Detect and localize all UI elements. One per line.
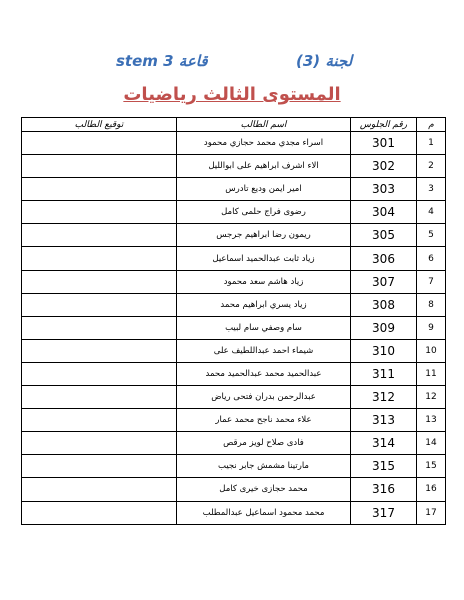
student-name-cell: زياد ثابت عبدالحميد اسماعيل (177, 247, 351, 270)
row-number-cell: 1 (417, 132, 446, 155)
row-number-cell: 16 (417, 478, 446, 501)
student-name-cell: مارتينا مشمش جابر نجيب (177, 455, 351, 478)
table-row (22, 339, 446, 362)
row-number-cell: 4 (417, 201, 446, 224)
table-row (22, 409, 446, 432)
table-row (22, 155, 446, 178)
seat-number-cell: 303 (351, 178, 417, 201)
row-number-cell: 15 (417, 455, 446, 478)
level-subtitle: المستوى الثالث رياضيات (123, 84, 341, 105)
signature-cell[interactable] (22, 455, 177, 478)
student-name-cell: عبدالرحمن بدران فتحى رياض (177, 386, 351, 409)
table-row (22, 501, 446, 524)
table-row (22, 386, 446, 409)
row-number-cell: 5 (417, 224, 446, 247)
seat-number-cell: 308 (351, 293, 417, 316)
signature-cell[interactable] (22, 224, 177, 247)
signature-cell[interactable] (22, 178, 177, 201)
row-number-cell: 3 (417, 178, 446, 201)
row-number-cell: 12 (417, 386, 446, 409)
signature-cell[interactable] (22, 432, 177, 455)
seat-number-cell: 309 (351, 316, 417, 339)
table-row (22, 478, 446, 501)
seat-number-cell: 307 (351, 270, 417, 293)
student-name-cell: علاء محمد ناجح محمد عمار (177, 409, 351, 432)
table-header-row (22, 118, 446, 132)
student-name-cell: الاء اشرف ابراهيم على ابوالليل (177, 155, 351, 178)
row-number-cell: 11 (417, 362, 446, 385)
signature-cell[interactable] (22, 293, 177, 316)
row-number-cell: 2 (417, 155, 446, 178)
table-row (22, 201, 446, 224)
row-number-cell: 13 (417, 409, 446, 432)
student-name-cell: عبدالحميد محمد عبدالحميد محمد (177, 362, 351, 385)
column-header-signature: توقيع الطالب (22, 118, 177, 132)
table-row (22, 224, 446, 247)
table-row (22, 247, 446, 270)
student-name-cell: زياد هاشم سعد محمود (177, 270, 351, 293)
signature-cell[interactable] (22, 478, 177, 501)
table-row (22, 270, 446, 293)
table-row (22, 293, 446, 316)
student-name-cell: امير ايمن وديع تادرس (177, 178, 351, 201)
seat-number-cell: 310 (351, 339, 417, 362)
student-name-cell: رضوى فراج حلمى كامل (177, 201, 351, 224)
student-table (21, 117, 446, 525)
seat-number-cell: 302 (351, 155, 417, 178)
seat-number-cell: 306 (351, 247, 417, 270)
signature-cell[interactable] (22, 155, 177, 178)
seat-number-cell: 314 (351, 432, 417, 455)
row-number-cell: 17 (417, 501, 446, 524)
student-name-cell: سام وصفي سام لبيب (177, 316, 351, 339)
signature-cell[interactable] (22, 316, 177, 339)
room-title: قاعة stem 3 (116, 52, 208, 70)
signature-cell[interactable] (22, 247, 177, 270)
committee-title: لجنة (3) (296, 52, 353, 70)
column-header-seat: رقم الجلوس (351, 118, 417, 132)
seat-number-cell: 304 (351, 201, 417, 224)
table-row (22, 362, 446, 385)
signature-cell[interactable] (22, 339, 177, 362)
student-name-cell: اسراء مجدي محمد حجازي محمود (177, 132, 351, 155)
student-name-cell: فادى صلاح لويز مرقص (177, 432, 351, 455)
student-name-cell: ريمون رضا ابراهيم جرجس (177, 224, 351, 247)
seat-number-cell: 317 (351, 501, 417, 524)
row-number-cell: 7 (417, 270, 446, 293)
signature-cell[interactable] (22, 132, 177, 155)
seat-number-cell: 315 (351, 455, 417, 478)
table-row (22, 316, 446, 339)
row-number-cell: 6 (417, 247, 446, 270)
signature-cell[interactable] (22, 386, 177, 409)
signature-cell[interactable] (22, 409, 177, 432)
table-row (22, 178, 446, 201)
row-number-cell: 10 (417, 339, 446, 362)
seat-number-cell: 312 (351, 386, 417, 409)
row-number-cell: 14 (417, 432, 446, 455)
seat-number-cell: 316 (351, 478, 417, 501)
signature-cell[interactable] (22, 362, 177, 385)
column-header-name: اسم الطالب (177, 118, 351, 132)
table-row (22, 432, 446, 455)
row-number-cell: 9 (417, 316, 446, 339)
column-header-number: م (417, 118, 446, 132)
row-number-cell: 8 (417, 293, 446, 316)
seat-number-cell: 305 (351, 224, 417, 247)
signature-cell[interactable] (22, 270, 177, 293)
seat-number-cell: 313 (351, 409, 417, 432)
signature-cell[interactable] (22, 501, 177, 524)
seat-number-cell: 311 (351, 362, 417, 385)
seat-number-cell: 301 (351, 132, 417, 155)
table-row (22, 132, 446, 155)
signature-cell[interactable] (22, 201, 177, 224)
student-name-cell: محمد حجازى خيرى كامل (177, 478, 351, 501)
table-row (22, 455, 446, 478)
student-name-cell: محمد محمود اسماعيل عبدالمطلب (177, 501, 351, 524)
student-name-cell: زياد يسري ابراهيم محمد (177, 293, 351, 316)
student-name-cell: شيماء احمد عبداللطيف على (177, 339, 351, 362)
